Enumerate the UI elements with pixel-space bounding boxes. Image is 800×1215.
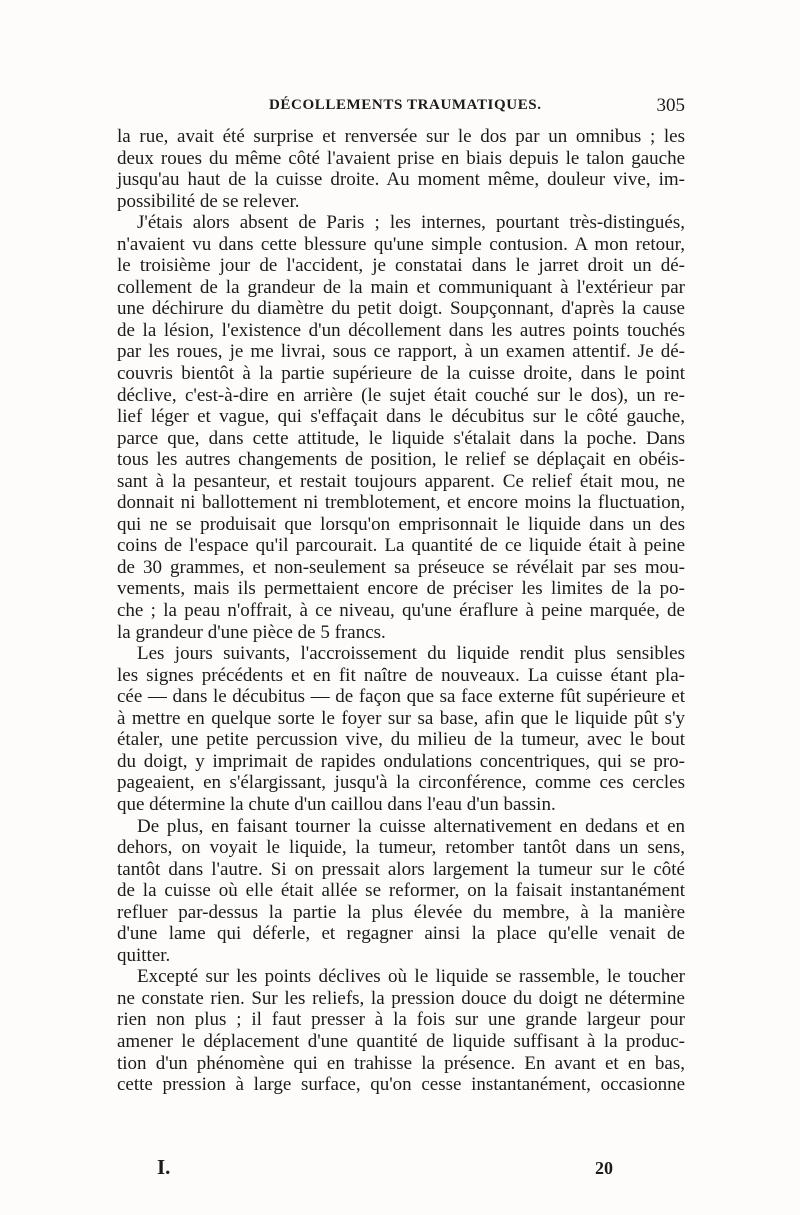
text-line: que détermine la chute d'un caillou dans l'eau d'un bassin. bbox=[117, 793, 556, 815]
text-line: sant à la pesanteur, et restait toujours apparent. Ce relief était mou, ne bbox=[117, 470, 685, 492]
text-line: cée — dans le décubitus — de façon que sa face externe fût supérieure et bbox=[117, 686, 685, 708]
text-line: coins de l'espace qu'il parcourait. La quantité de ce liquide était à peine bbox=[117, 535, 685, 557]
text-line: la grandeur d'une pièce de 5 francs. bbox=[117, 621, 386, 643]
text-line: donnait ni ballottement ni tremblotement, et encore moins la fluctuation, bbox=[117, 492, 685, 514]
text-line: rien non plus ; il faut presser à la fois sur une grande largeur pour bbox=[117, 1009, 685, 1031]
text-line: parce que, dans cette attitude, le liquide s'étalait dans la poche. Dans bbox=[117, 427, 685, 449]
text-line: vements, mais ils permettaient encore de préciser les limites de la po- bbox=[117, 578, 685, 600]
page-header bbox=[117, 95, 685, 121]
text-line: par les roues, je me livrai, sous ce rapport, à un examen attentif. Je dé- bbox=[117, 341, 685, 363]
text-line: quitter. bbox=[117, 944, 171, 966]
text-line: d'une lame qui déferle, et regagner ainsi la place qu'elle venait de bbox=[117, 923, 685, 945]
text-line: refluer par-dessus la partie la plus élevée du membre, à la manière bbox=[117, 901, 685, 923]
text-line: jusqu'au haut de la cuisse droite. Au moment même, douleur vive, im- bbox=[117, 169, 685, 191]
text-line: de la cuisse où elle était allée se reformer, on la faisait instantanément bbox=[117, 880, 685, 902]
text-line: à mettre en quelque sorte le foyer sur sa base, afin que le liquide pût s'y bbox=[117, 707, 685, 729]
text-line: de la lésion, l'existence d'un décollement dans les autres points touchés bbox=[117, 319, 685, 341]
text-line: Les jours suivants, l'accroissement du liquide rendit plus sensibles bbox=[137, 643, 685, 665]
text-line: du doigt, y imprimait de rapides ondulations concentriques, qui se pro- bbox=[117, 750, 685, 772]
text-line: tous les autres changements de position, le relief se déplaçait en obéis- bbox=[117, 449, 685, 471]
text-line: possibilité de se relever. bbox=[117, 190, 300, 212]
text-line: deux roues du même côté l'avaient prise en biais depuis le talon gauche bbox=[117, 147, 685, 169]
text-line: che ; la peau n'offrait, à ce niveau, qu'une éraflure à peine marquée, de bbox=[117, 600, 685, 622]
text-line: amener le déplacement d'une quantité de liquide suffisant à la produc- bbox=[117, 1030, 685, 1052]
text-line: les signes précédents et en fit naître de nouveaux. La cuisse étant pla- bbox=[117, 664, 685, 686]
text-line: De plus, en faisant tourner la cuisse alternativement en dedans et en bbox=[137, 815, 685, 837]
body-text bbox=[117, 126, 685, 1096]
text-line: le troisième jour de l'accident, je constatai dans le jarret droit un dé- bbox=[117, 255, 685, 277]
text-line: tion d'un phénomène qui en trahisse la présence. En avant et en bas, bbox=[117, 1052, 685, 1074]
text-line: qui ne se produisait que lorsqu'on emprisonnait le liquide dans un des bbox=[117, 513, 685, 535]
text-line: la rue, avait été surprise et renversée sur le dos par un omnibus ; les bbox=[117, 126, 685, 147]
text-line: collement de la grandeur de la main et communiquant à l'extérieur par bbox=[117, 276, 685, 298]
text-line: une déchirure du diamètre du petit doigt. Soupçonnant, d'après la cause bbox=[117, 298, 685, 320]
text-line: Excepté sur les points déclives où le liquide se rassemble, le toucher bbox=[137, 966, 685, 988]
text-line: tantôt dans l'autre. Si on pressait alors largement la tumeur sur le côté bbox=[117, 858, 685, 880]
page-number: 305 bbox=[656, 95, 685, 116]
text-line: cette pression à large surface, qu'on cesse instantanément, occasionne bbox=[117, 1074, 685, 1096]
text-line: n'avaient vu dans cette blessure qu'une simple contusion. A mon retour, bbox=[117, 233, 685, 255]
text-line: de 30 grammes, et non-seulement sa préseuce se révélait par ses mou- bbox=[117, 556, 685, 578]
page-footer bbox=[117, 1155, 685, 1181]
text-line: J'étais alors absent de Paris ; les internes, pourtant très-distingués, bbox=[137, 212, 685, 234]
sheet-number: 20 bbox=[595, 1158, 613, 1178]
running-title: DÉCOLLEMENTS TRAUMATIQUES. bbox=[269, 97, 542, 113]
signature-mark: I. bbox=[157, 1155, 171, 1179]
text-line: déclive, c'est-à-dire en arrière (le sujet était couché sur le dos), un re- bbox=[117, 384, 685, 406]
text-line: dehors, on voyait le liquide, la tumeur, retomber tantôt dans un sens, bbox=[117, 837, 685, 859]
text-line: couvris bientôt à la partie supérieure de la cuisse droite, dans le point bbox=[117, 363, 685, 385]
text-line: ne constate rien. Sur les reliefs, la pression douce du doigt ne détermine bbox=[117, 987, 685, 1009]
text-line: pageaient, en s'élargissant, jusqu'à la circonférence, comme ces cercles bbox=[117, 772, 685, 794]
text-line: étaler, une petite percussion vive, du milieu de la tumeur, avec le bout bbox=[117, 729, 685, 751]
text-line: lief léger et vague, qui s'effaçait dans le décubitus sur le côté gauche, bbox=[117, 406, 685, 428]
